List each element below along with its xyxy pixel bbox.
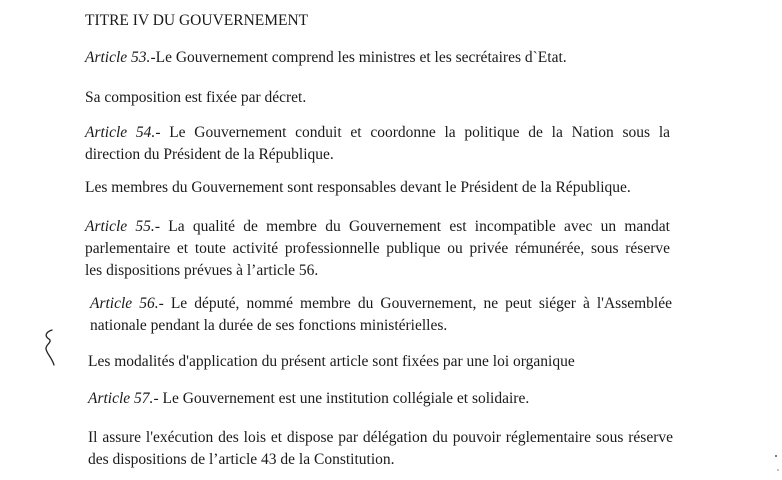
article-54-line-2: direction du Président de la République. (85, 146, 334, 163)
article-54 (85, 122, 670, 166)
article-53-paragraph-2: Sa composition est fixée par décret. (85, 89, 307, 106)
handwritten-margin-mark (40, 328, 58, 368)
article-57-text: - Le Gouvernement est une institution collégiale et solidaire. (153, 390, 530, 407)
article-55-line-1: Article 55.- La qualité de membre du Gouvernement est incompatible avec un mandat (85, 218, 670, 235)
article-55-line-3: les dispositions prévues à l’article 56. (85, 262, 319, 279)
article-55-line-2: parlementaire et toute activité professionnelle publique ou privée rémunérée, sous réserve (85, 240, 670, 257)
article-56 (90, 293, 672, 337)
article-57-paragraph-2-line-2: des dispositions de l’article 43 de la Constitution. (88, 451, 395, 468)
article-57 (88, 389, 529, 408)
article-56-paragraph-2: Les modalités d'application du présent article sont fixées par une loi organique (88, 353, 575, 370)
section-title: TITRE IV DU GOUVERNEMENT (85, 12, 309, 29)
article-55-label: Article 55. (85, 218, 155, 235)
article-57-paragraph-2 (88, 427, 673, 471)
article-53-text: -Le Gouvernement comprend les ministres et les secrétaires d`Etat. (150, 49, 567, 66)
article-56-label: Article 56. (90, 295, 159, 312)
article-53 (85, 48, 567, 67)
scan-speck-marks (762, 450, 782, 480)
article-56-line-1: Article 56.- Le député, nommé membre du Gouvernement, ne peut siéger à l'Assemblée (90, 295, 672, 312)
article-56-line-2: nationale pendant la durée de ses fonctions ministérielles. (90, 317, 448, 334)
article-57-label: Article 57. (88, 390, 154, 407)
article-57-paragraph-2-line-1: Il assure l'exécution des lois et dispose par délégation du pouvoir réglementaire sous réserve (88, 429, 673, 446)
article-55 (85, 216, 670, 282)
article-53-label: Article 53. (85, 49, 151, 66)
article-54-paragraph-2: Les membres du Gouvernement sont responsables devant le Président de la République. (85, 179, 631, 196)
article-54-label: Article 54. (85, 124, 156, 141)
article-54-line-1: Article 54.- Le Gouvernement conduit et coordonne la politique de la Nation sous la (85, 124, 670, 141)
